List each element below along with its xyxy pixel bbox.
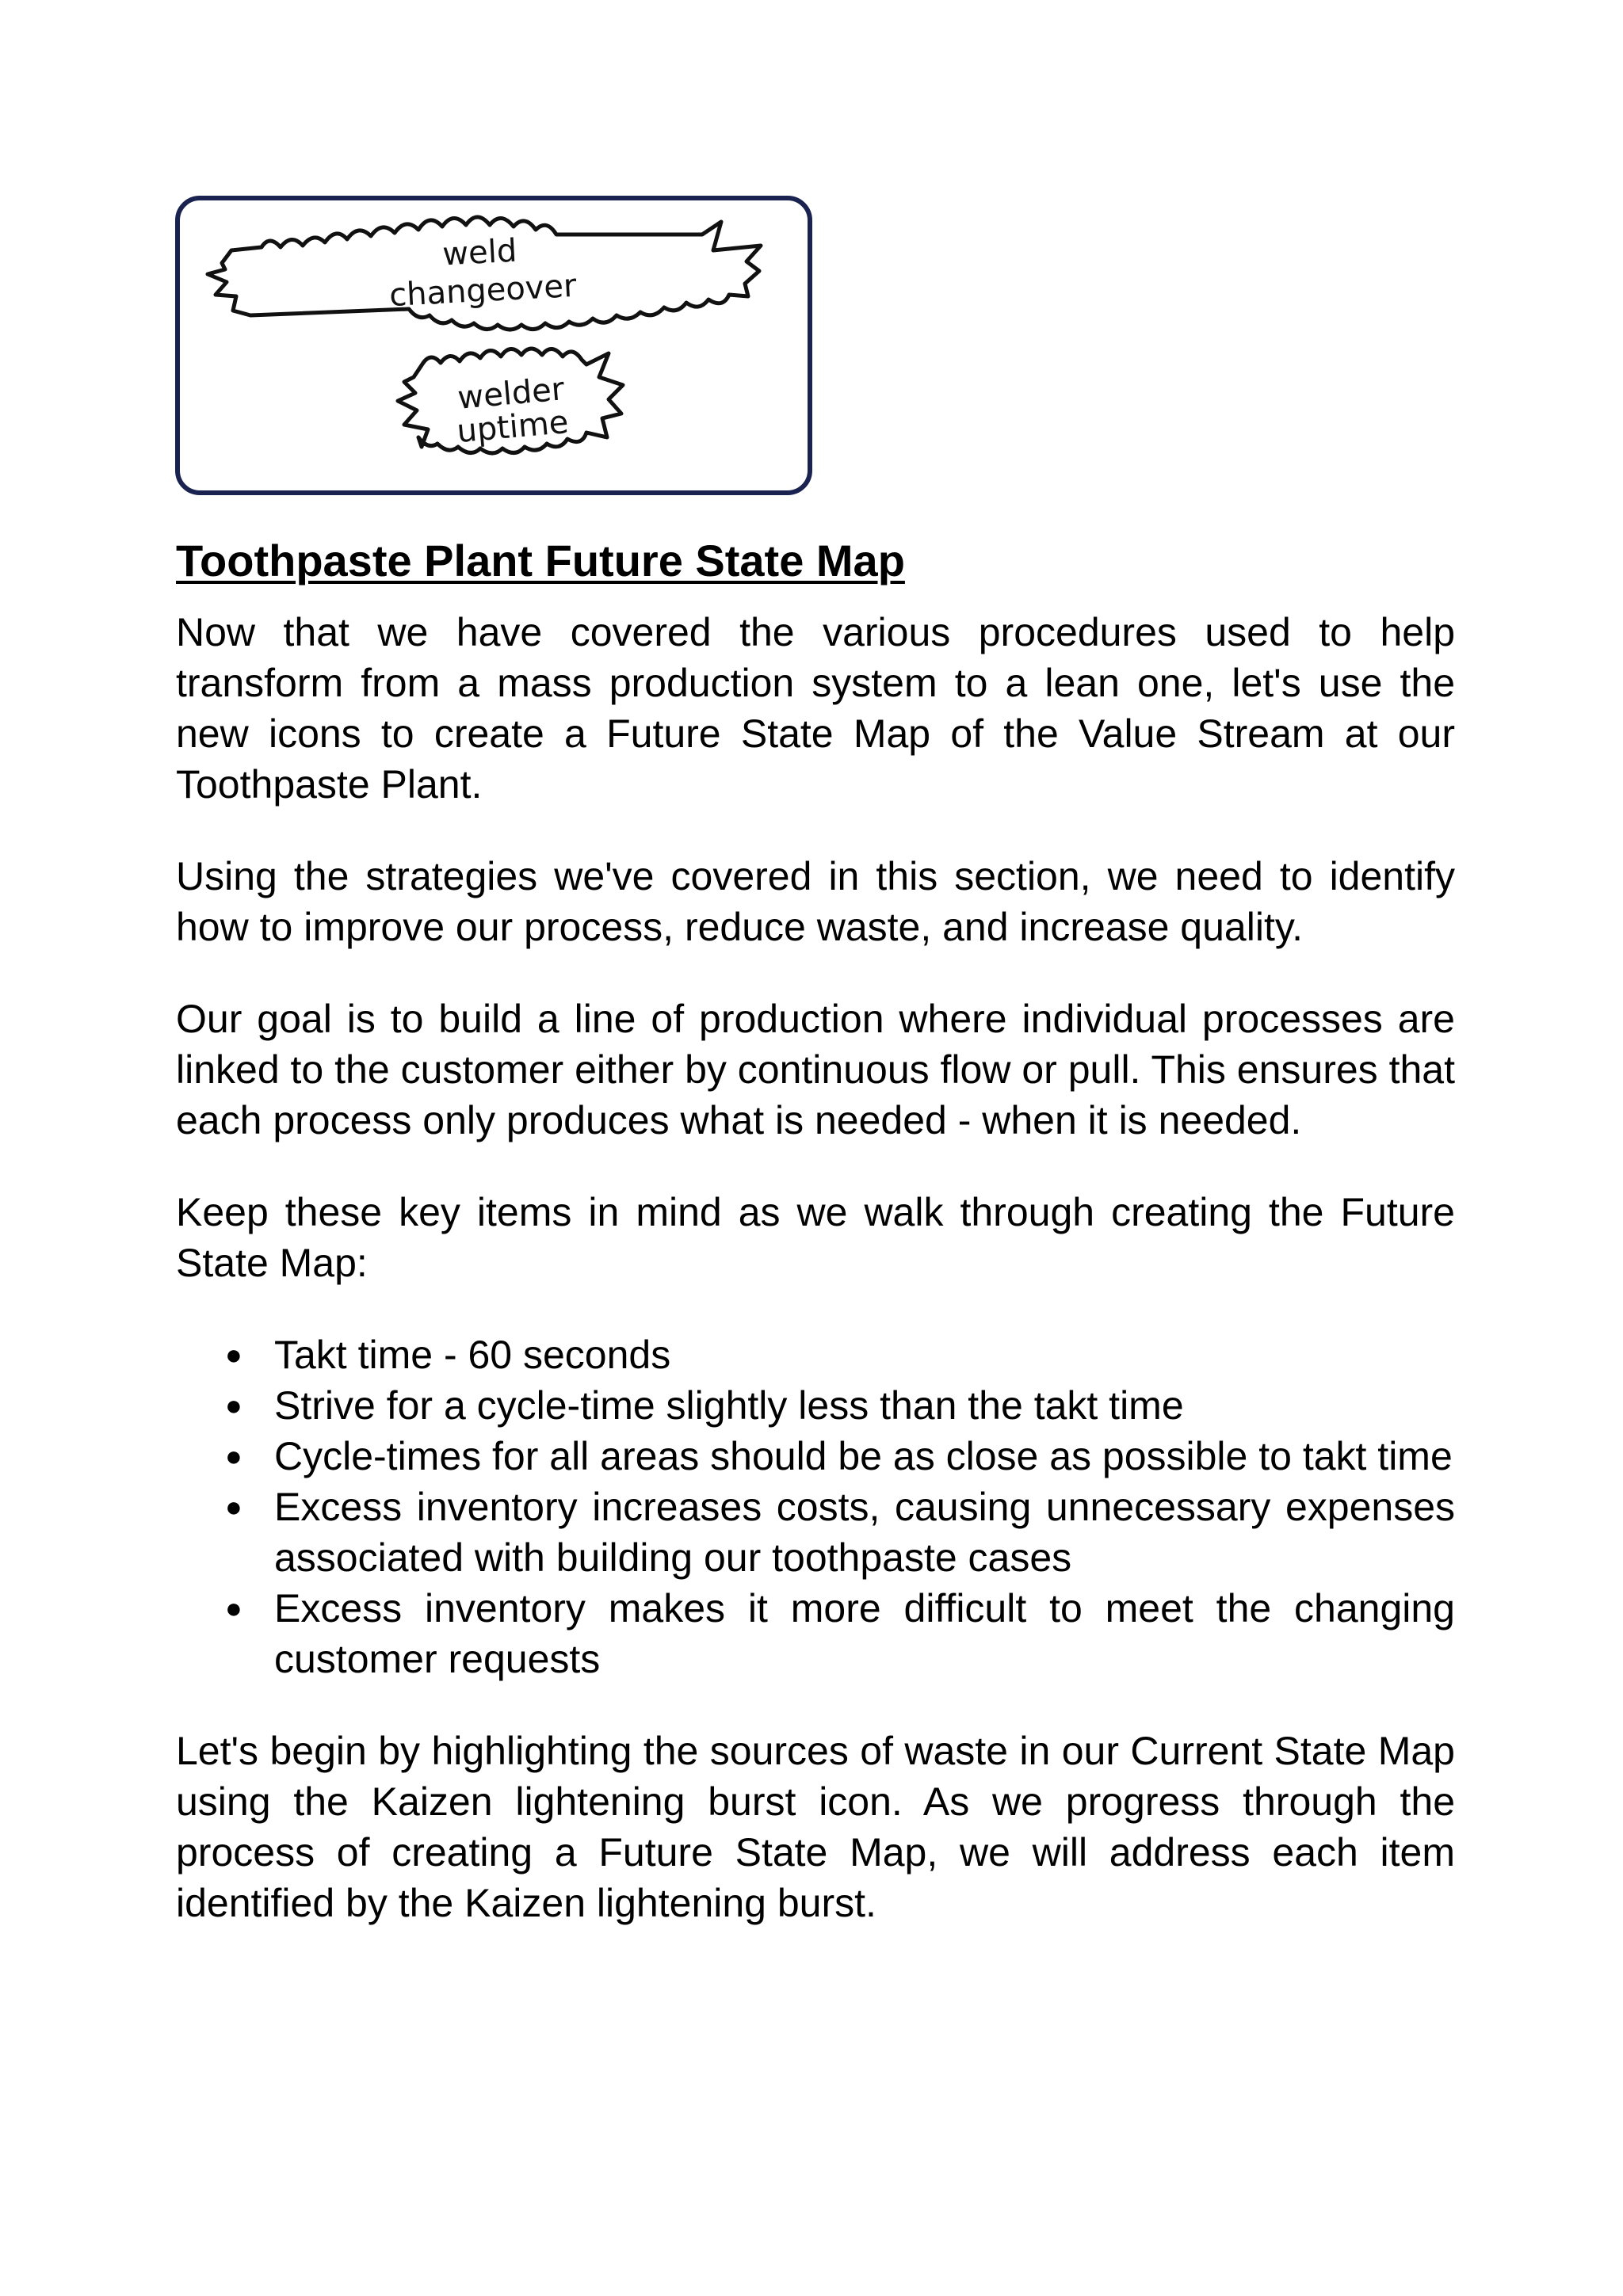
- paragraph: Using the strategies we've covered in this section, we need to identify how to improve our process, reduce waste, and increase quality.: [176, 854, 1455, 949]
- bullet-icon: ●: [225, 1389, 242, 1421]
- key-items-list: [176, 1329, 1455, 1684]
- list-item-text: Cycle-times for all areas should be as close as possible to takt time: [274, 1434, 1453, 1478]
- list-item-text: Excess inventory makes it more difficult to meet the changing customer requests: [274, 1586, 1455, 1681]
- paragraph: Keep these key items in mind as we walk through creating the Future State Map:: [176, 1190, 1455, 1285]
- list-item: [176, 1431, 1455, 1482]
- list-item-text: Takt time - 60 seconds: [274, 1333, 671, 1377]
- closing-paragraph: Let's begin by highlighting the sources of waste in our Current State Map using the Kaizen lightening burst icon. As we progress through the process of creating a Future State Map, we will address each item identified by the Kaizen lightening burst.: [176, 1729, 1455, 1925]
- kaizen-burst-figure: [174, 195, 813, 496]
- paragraph: Now that we have covered the various procedures used to help transform from a mass production system to a lean one, let's use the new icons to create a Future State Map of the Value Stream at our Toothpaste Plant.: [176, 610, 1455, 807]
- page-title: Toothpaste Plant Future State Map: [176, 536, 905, 585]
- bullet-icon: ●: [225, 1338, 242, 1371]
- bullet-icon: ●: [225, 1592, 242, 1624]
- bullet-icon: ●: [225, 1490, 242, 1523]
- list-item-text: Strive for a cycle-time slightly less than the takt time: [274, 1383, 1184, 1428]
- burst-label: changeover: [388, 267, 578, 315]
- list-item: [176, 1583, 1455, 1684]
- list-item: [176, 1380, 1455, 1431]
- burst-label: welder: [456, 371, 567, 417]
- list-item-text: Excess inventory increases costs, causing unnecessary expenses associated with building our toothpaste cases: [274, 1485, 1455, 1580]
- list-item: [176, 1482, 1455, 1583]
- document-body: [176, 536, 1455, 1970]
- kaizen-burst-illustration: [174, 195, 813, 496]
- burst-label: weld: [441, 232, 518, 273]
- bullet-icon: ●: [225, 1440, 242, 1472]
- burst-label: uptime: [455, 403, 571, 451]
- list-item: [176, 1329, 1455, 1380]
- paragraph: Our goal is to build a line of production where individual processes are linked to the customer either by continuous flow or pull. This ensures that each process only produces what is needed - when it is needed.: [176, 997, 1455, 1142]
